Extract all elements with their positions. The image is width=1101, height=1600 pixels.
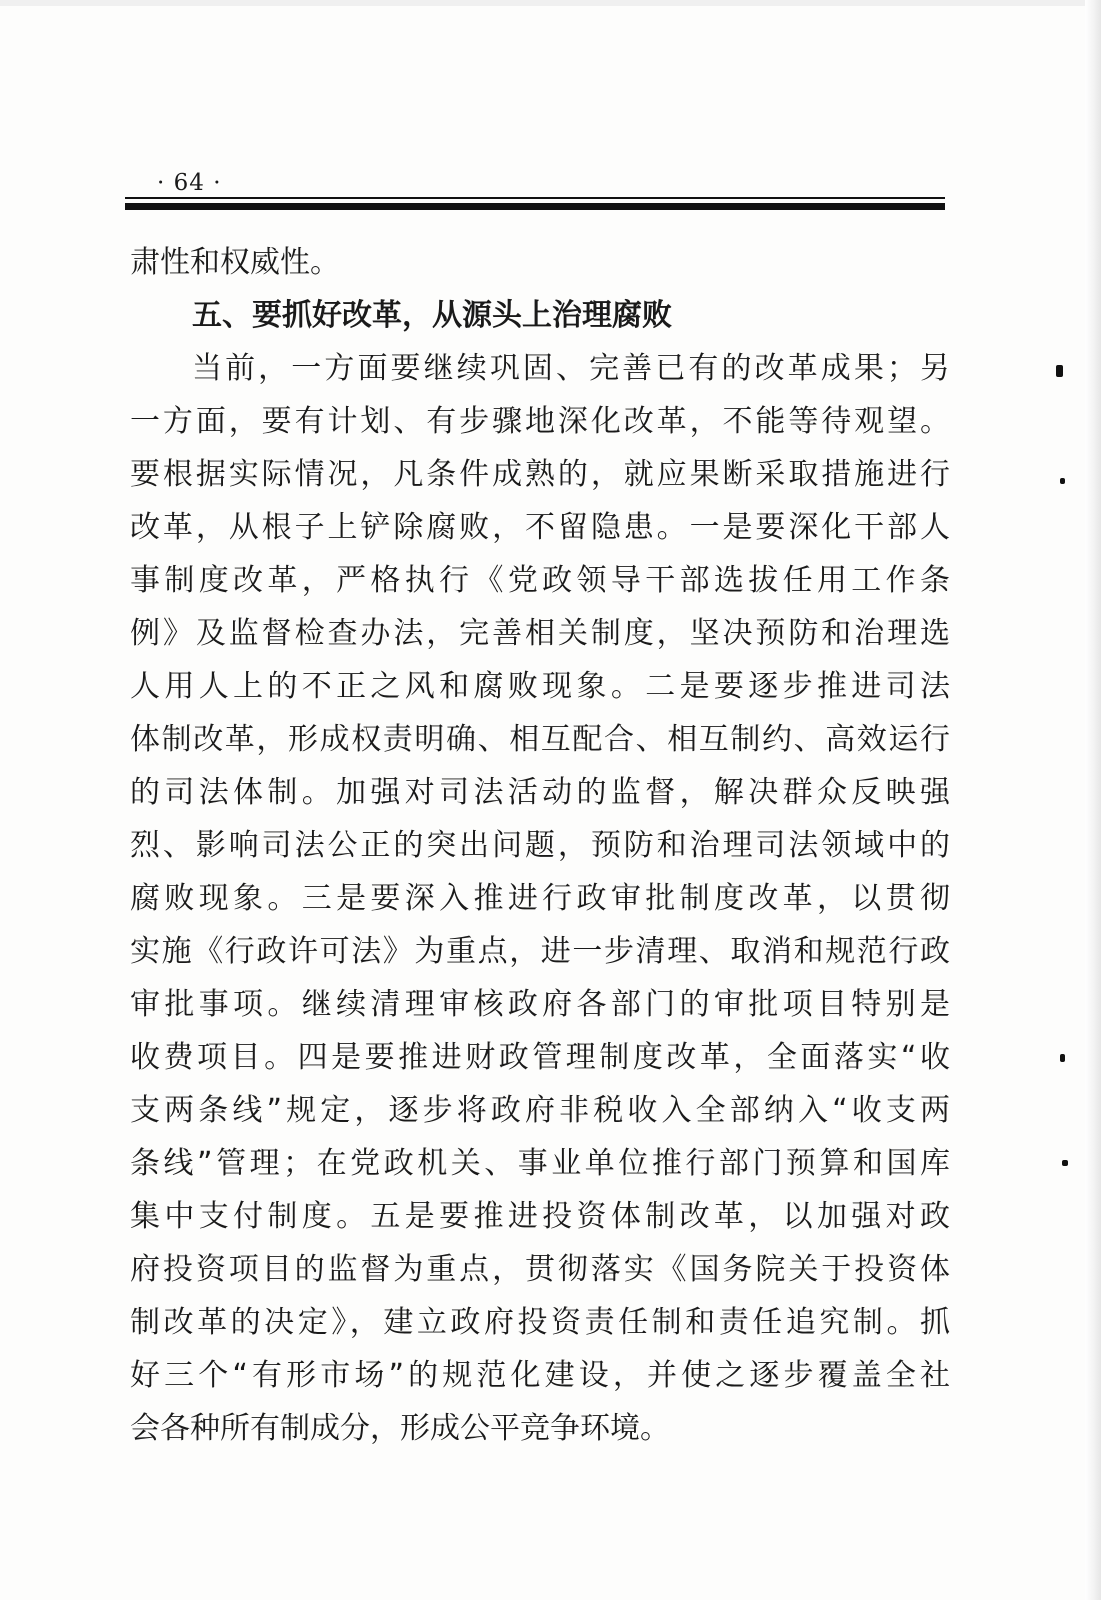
header-rule-thin	[125, 197, 945, 199]
paragraph-line: 人用人上的不正之风和腐败现象。二是要逐步推进司法	[130, 669, 950, 704]
paragraph-line: 好三个“有形市场”的规范化建设，并使之逐步覆盖全社	[130, 1358, 950, 1393]
paragraph-line: 条线”管理；在党政机关、事业单位推行部门预算和国库	[130, 1146, 950, 1181]
scan-top-edge	[0, 0, 1101, 6]
paragraph-line: 例》及监督检查办法，完善相关制度，坚决预防和治理选	[130, 616, 950, 651]
paragraph-line: 支两条线”规定，逐步将政府非税收入全部纳入“收支两	[130, 1093, 950, 1128]
paragraph-line: 腐败现象。三是要深入推进行政审批制度改革，以贯彻	[130, 881, 950, 916]
paragraph-line: 烈、影响司法公正的突出问题，预防和治理司法领域中的	[130, 828, 950, 863]
paragraph-line: 府投资项目的监督为重点，贯彻落实《国务院关于投资体	[130, 1252, 950, 1287]
paragraph	[130, 342, 950, 1455]
paragraph-line: 会各种所有制成分，形成公平竞争环境。	[130, 1411, 670, 1446]
scan-right-edge	[1085, 0, 1101, 1600]
scan-speck	[1060, 1054, 1065, 1062]
paragraph-line: 一方面，要有计划、有步骤地深化改革，不能等待观望。	[130, 404, 950, 439]
paragraph-line: 的司法体制。加强对司法活动的监督，解决群众反映强	[130, 775, 950, 810]
paragraph-line: 审批事项。继续清理审核政府各部门的审批项目特别是	[130, 987, 950, 1022]
paragraph-line: 当前，一方面要继续巩固、完善已有的改革成果；另	[192, 351, 950, 386]
paragraph-line: 体制改革，形成权责明确、相互配合、相互制约、高效运行	[130, 722, 950, 757]
header-rule-thick	[125, 203, 945, 210]
paragraph-line: 集中支付制度。五是要推进投资体制改革，以加强对政	[130, 1199, 950, 1234]
paragraph-line: 实施《行政许可法》为重点，进一步清理、取消和规范行政	[130, 934, 950, 969]
paragraph-line: 要根据实际情况，凡条件成熟的，就应果断采取措施进行	[130, 457, 950, 492]
scan-speck	[1060, 478, 1065, 484]
paragraph-line: 制改革的决定》，建立政府投资责任制和责任追究制。抓	[130, 1305, 950, 1340]
scan-speck	[1056, 365, 1063, 377]
scan-speck	[1062, 1160, 1068, 1166]
body-text	[130, 236, 950, 1455]
section-heading: 五、要抓好改革，从源头上治理腐败	[192, 298, 672, 333]
page-number: · 64 ·	[157, 170, 222, 196]
paragraph-line: 改革，从根子上铲除腐败，不留隐患。一是要深化干部人	[130, 510, 950, 545]
paragraph-line: 事制度改革，严格执行《党政领导干部选拔任用工作条	[130, 563, 950, 598]
continuation-line: 肃性和权威性。	[130, 245, 340, 280]
paragraph-line: 收费项目。四是要推进财政管理制度改革，全面落实“收	[130, 1040, 950, 1075]
page-header	[125, 160, 945, 216]
